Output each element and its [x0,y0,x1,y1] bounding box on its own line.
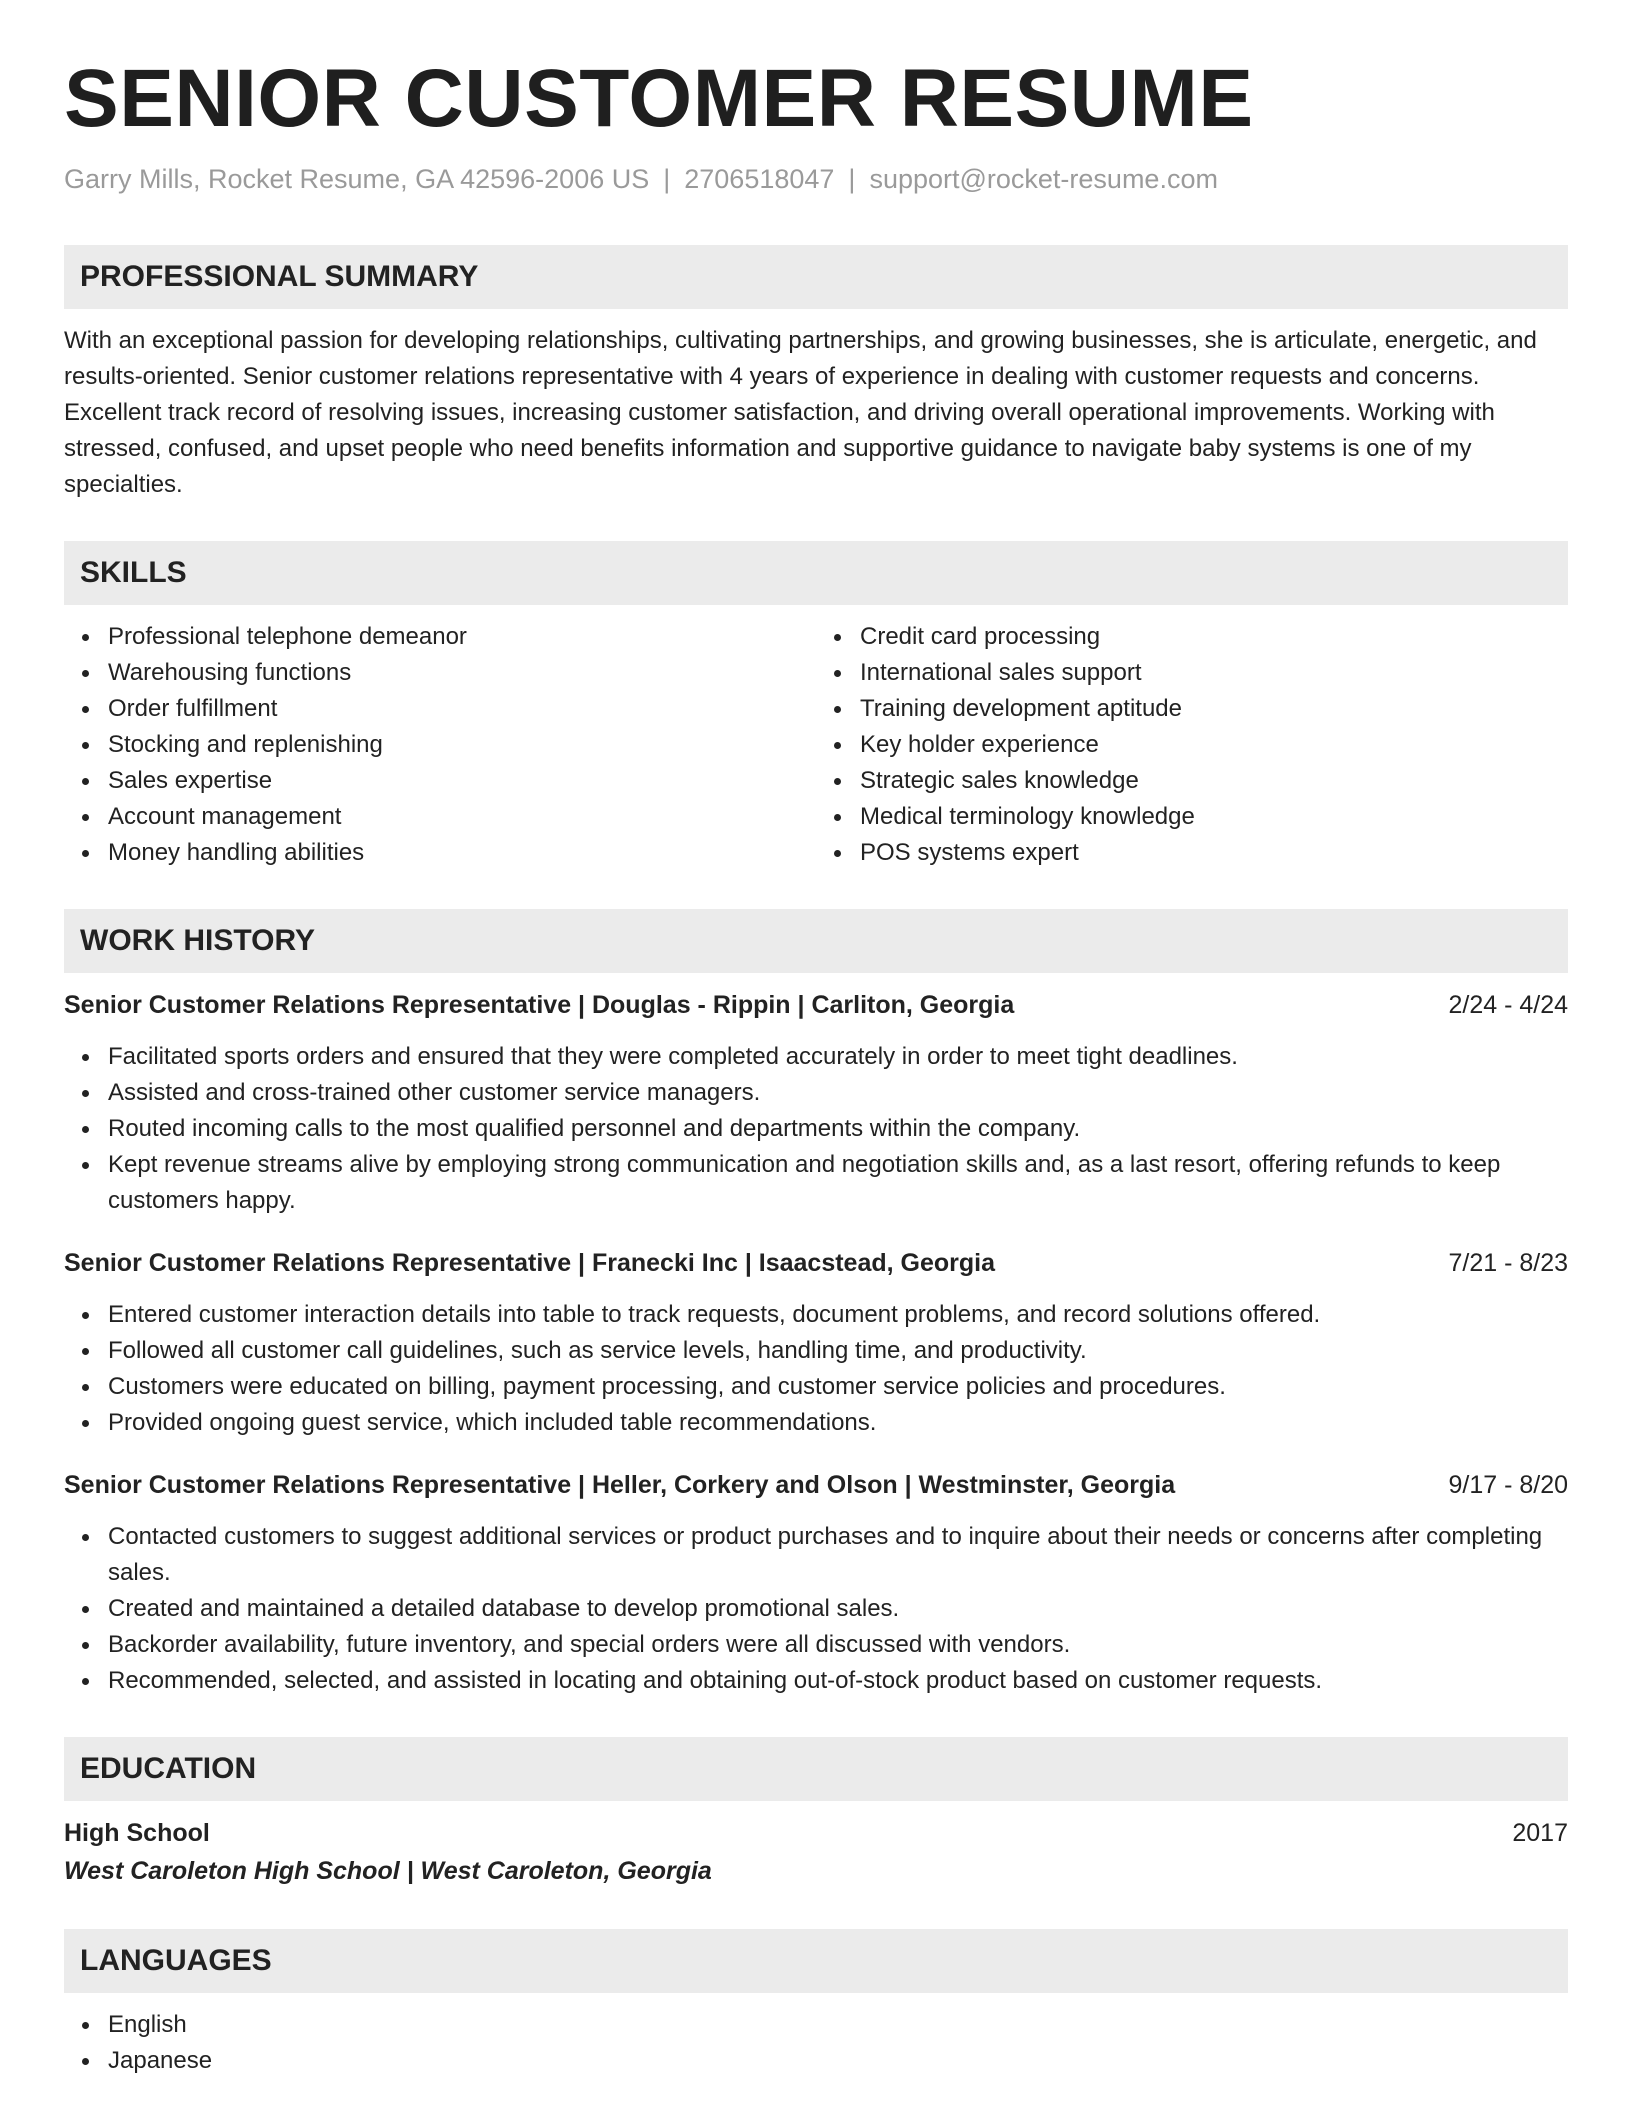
skills-column-left [64,619,816,871]
job-bullet: Customers were educated on billing, payment processing, and customer service policies and procedures. [108,1369,1568,1405]
job-title: Senior Customer Relations Representative | Franecki Inc | Isaacstead, Georgia [64,1249,995,1278]
skill-item: Warehousing functions [108,655,816,691]
job-bullet: Contacted customers to suggest additional services or product purchases and to inquire about their needs or concerns after completing sales. [108,1519,1568,1591]
contact-separator: | [663,164,671,195]
job-bullets [64,1519,1568,1699]
job-header [64,1245,1568,1281]
skill-item: Money handling abilities [108,835,816,871]
job-bullet: Provided ongoing guest service, which included table recommendations. [108,1405,1568,1441]
language-item: Japanese [108,2043,1568,2079]
contact-phone: 2706518047 [684,164,835,195]
contact-email: support@rocket-resume.com [869,164,1218,195]
contact-address: Garry Mills, Rocket Resume, GA 42596-2006 US [64,164,650,195]
job-title: Senior Customer Relations Representative | Heller, Corkery and Olson | Westminster, Georgia [64,1471,1176,1500]
skills-list [64,619,1568,871]
job-dates: 7/21 - 8/23 [1448,1249,1568,1278]
section-header-work: WORK HISTORY [64,909,1568,973]
education-year: 2017 [1512,1819,1568,1848]
education-school: West Caroleton High School | West Caroleton, Georgia [64,1857,712,1886]
skill-item: Key holder experience [860,727,1568,763]
section-header-summary: PROFESSIONAL SUMMARY [64,245,1568,309]
contact-separator: | [848,164,856,195]
job-bullet: Recommended, selected, and assisted in locating and obtaining out-of-stock product based on customer requests. [108,1663,1568,1699]
skill-item: Medical terminology knowledge [860,799,1568,835]
education-header [64,1815,1568,1851]
skills-column-right [816,619,1568,871]
job-title: Senior Customer Relations Representative | Douglas - Rippin | Carliton, Georgia [64,991,1015,1020]
job-dates: 2/24 - 4/24 [1448,991,1568,1020]
education-degree: High School [64,1819,210,1848]
job-bullet: Followed all customer call guidelines, such as service levels, handling time, and productivity. [108,1333,1568,1369]
job-entry [64,987,1568,1219]
section-header-skills: SKILLS [64,541,1568,605]
skill-item: Sales expertise [108,763,816,799]
job-header [64,987,1568,1023]
skill-item: Strategic sales knowledge [860,763,1568,799]
skill-item: Credit card processing [860,619,1568,655]
job-bullet: Facilitated sports orders and ensured that they were completed accurately in order to meet tight deadlines. [108,1039,1568,1075]
skill-item: Account management [108,799,816,835]
skill-item: International sales support [860,655,1568,691]
section-header-languages: LANGUAGES [64,1929,1568,1993]
job-dates: 9/17 - 8/20 [1448,1471,1568,1500]
job-header [64,1467,1568,1503]
job-bullet: Routed incoming calls to the most qualified personnel and departments within the company. [108,1111,1568,1147]
skill-item: Training development aptitude [860,691,1568,727]
section-header-education: EDUCATION [64,1737,1568,1801]
resume-title: SENIOR CUSTOMER RESUME [64,53,1254,144]
job-bullet: Created and maintained a detailed database to develop promotional sales. [108,1591,1568,1627]
summary-text: With an exceptional passion for developing relationships, cultivating partnerships, and growing businesses, she is articulate, energetic, and results-oriented. Senior customer relations representative with 4 years of experience in dealing with customer requests and concerns. Excellent track record of resolving issues, increasing customer satisfaction, and driving overall operational improvements. Working with stressed, confused, and upset people who need benefits information and supportive guidance to navigate baby systems is one of my specialties. [64,327,1537,499]
contact-line [64,164,1568,195]
job-bullets [64,1297,1568,1441]
job-bullet: Assisted and cross-trained other customer service managers. [108,1075,1568,1111]
job-entry [64,1245,1568,1441]
language-item: English [108,2007,1568,2043]
skill-item: Order fulfillment [108,691,816,727]
skill-item: Stocking and replenishing [108,727,816,763]
job-bullet: Kept revenue streams alive by employing strong communication and negotiation skills and, as a last resort, offering refunds to keep customers happy. [108,1147,1568,1219]
skill-item: Professional telephone demeanor [108,619,816,655]
job-entry [64,1467,1568,1699]
job-bullet: Entered customer interaction details into table to track requests, document problems, and record solutions offered. [108,1297,1568,1333]
job-bullets [64,1039,1568,1219]
skill-item: POS systems expert [860,835,1568,871]
job-bullet: Backorder availability, future inventory, and special orders were all discussed with vendors. [108,1627,1568,1663]
languages-list [64,2007,1568,2079]
